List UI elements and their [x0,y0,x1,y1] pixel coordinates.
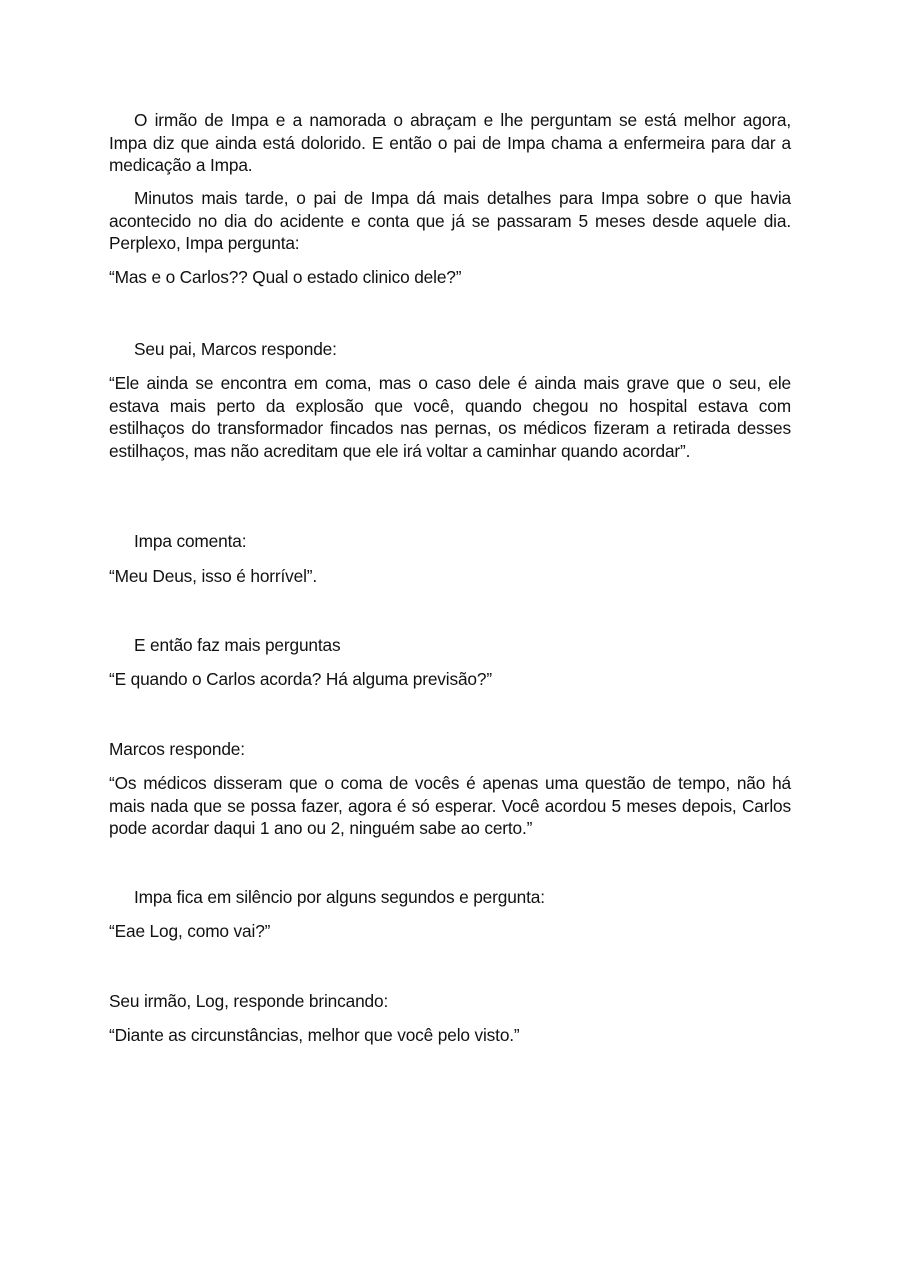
paragraph-narration-2: Minutos mais tarde, o pai de Impa dá mais detalhes para Impa sobre o que havia acontecido no dia do acidente e conta que já se passaram 5 meses desde aquele dia. Perplexo, Impa pergunta: [109,188,791,254]
paragraph-marcos-responde-2: Marcos responde: [109,739,245,759]
paragraph-dialogue-impa-2: “Meu Deus, isso é horrível”. [109,566,318,586]
paragraph-dialogue-impa-1: “Mas e o Carlos?? Qual o estado clinico dele?” [109,267,462,287]
paragraph-marcos-responde: Seu pai, Marcos responde: [134,339,337,359]
paragraph-dialogue-log: “Diante as circunstâncias, melhor que você pelo visto.” [109,1025,520,1045]
paragraph-dialogue-marcos-1: “Ele ainda se encontra em coma, mas o caso dele é ainda mais grave que o seu, ele estava mais perto da explosão que você, quando chegou no hospital estava com estilhaços do transformador fincados nas pernas, os médicos fizeram a retirada desses estilhaços, mas não acreditam que ele irá voltar a caminhar quando acordar”. [109,373,791,461]
paragraph-impa-comenta: Impa comenta: [134,531,247,551]
paragraph-dialogue-impa-4: “Eae Log, como vai?” [109,921,271,941]
paragraph-impa-silencio: Impa fica em silêncio por alguns segundos e pergunta: [134,887,545,907]
paragraph-narration-1: O irmão de Impa e a namorada o abraçam e lhe perguntam se está melhor agora, Impa diz que ainda está dolorido. E então o pai de Impa chama a enfermeira para dar a medicação a Impa. [109,110,791,176]
paragraph-dialogue-marcos-2: “Os médicos disseram que o coma de vocês é apenas uma questão de tempo, não há mais nada que se possa fazer, agora é só esperar. Você acordou 5 meses depois, Carlos pode acordar daqui 1 ano ou 2, ninguém sabe ao certo.” [109,773,791,839]
paragraph-dialogue-impa-3: “E quando o Carlos acorda? Há alguma previsão?” [109,669,492,689]
paragraph-mais-perguntas: E então faz mais perguntas [134,635,341,655]
paragraph-log-responde: Seu irmão, Log, responde brincando: [109,991,389,1011]
